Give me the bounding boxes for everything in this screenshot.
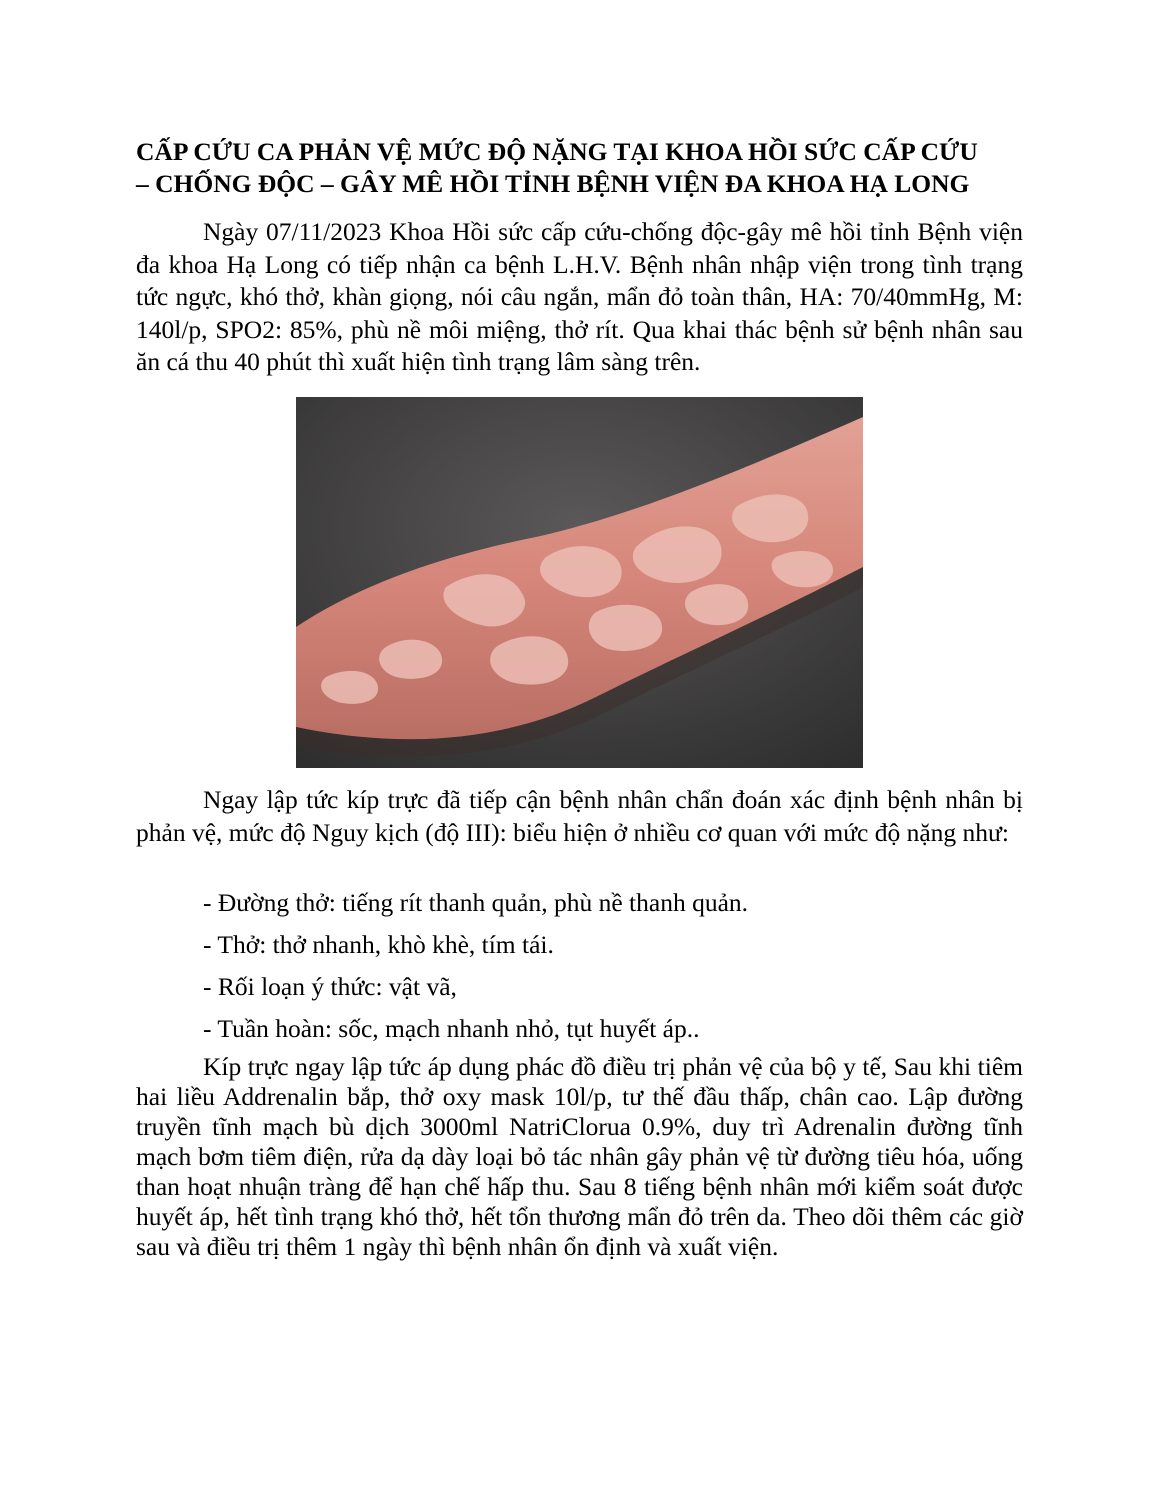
symptom-item-circulation: - Tuần hoàn: sốc, mạch nhanh nhỏ, tụt huyết áp.. [203, 1014, 700, 1043]
symptom-item-airway: - Đường thở: tiếng rít thanh quản, phù nề thanh quản. [203, 888, 749, 917]
title-line-1: CẤP CỨU CA PHẢN VỆ MỨC ĐỘ NẶNG TẠI KHOA HỒI SỨC CẤP CỨU [136, 137, 978, 166]
intro-paragraph: Ngày 07/11/2023 Khoa Hồi sức cấp cứu-chống độc-gây mê hồi tỉnh Bệnh viện đa khoa Hạ Long có tiếp nhận ca bệnh L.H.V. Bệnh nhân nhập viện trong tình trạng tức ngực, khó thở, khàn giọng, nói câu ngắn, mẩn đỏ toàn thân, HA: 70/40mmHg, M: 140l/p, SPO2: 85%, phù nề môi miệng, thở rít. Qua khai thác bệnh sử bệnh nhân sau ăn cá thu 40 phút thì xuất hiện tình trạng lâm sàng trên. [136, 217, 1023, 376]
title-line-2: – CHỐNG ĐỘC – GÂY MÊ HỒI TỈNH BỆNH VIỆN ĐA KHOA HẠ LONG [136, 169, 970, 198]
page-title [136, 136, 1036, 200]
symptom-item-breathing: - Thở: thở nhanh, khò khè, tím tái. [203, 930, 554, 959]
symptom-list [203, 888, 1023, 1056]
symptom-item-consciousness: - Rối loạn ý thức: vật vã, [203, 972, 457, 1001]
diagnosis-paragraph: Ngay lập tức kíp trực đã tiếp cận bệnh nhân chẩn đoán xác định bệnh nhân bị phản vệ, mức độ Nguy kịch (độ III): biểu hiện ở nhiều cơ quan với mức độ nặng như: [136, 785, 1023, 847]
treatment-paragraph: Kíp trực ngay lập tức áp dụng phác đồ điều trị phản vệ của bộ y tế, Sau khi tiêm hai liều Addrenalin bắp, thở oxy mask 10l/p, tư thế đầu thấp, chân cao. Lập đường truyền tĩnh mạch bù dịch 3000ml NatriClorua 0.9%, duy trì Adrenalin đường tĩnh mạch bơm tiêm điện, rửa dạ dày loại bỏ tác nhân gây phản vệ từ đường tiêu hóa, uống than hoạt nhuận tràng để hạn chế hấp thu. Sau 8 tiếng bệnh nhân mới kiểm soát được huyết áp, hết tình trạng khó thở, hết tổn thương mẩn đỏ trên da. Theo dõi thêm các giờ sau và điều trị thêm 1 ngày thì bệnh nhân ổn định và xuất viện. [136, 1052, 1023, 1261]
forearm-hives-illustration [296, 397, 863, 768]
forearm-hives-photo [296, 397, 863, 768]
